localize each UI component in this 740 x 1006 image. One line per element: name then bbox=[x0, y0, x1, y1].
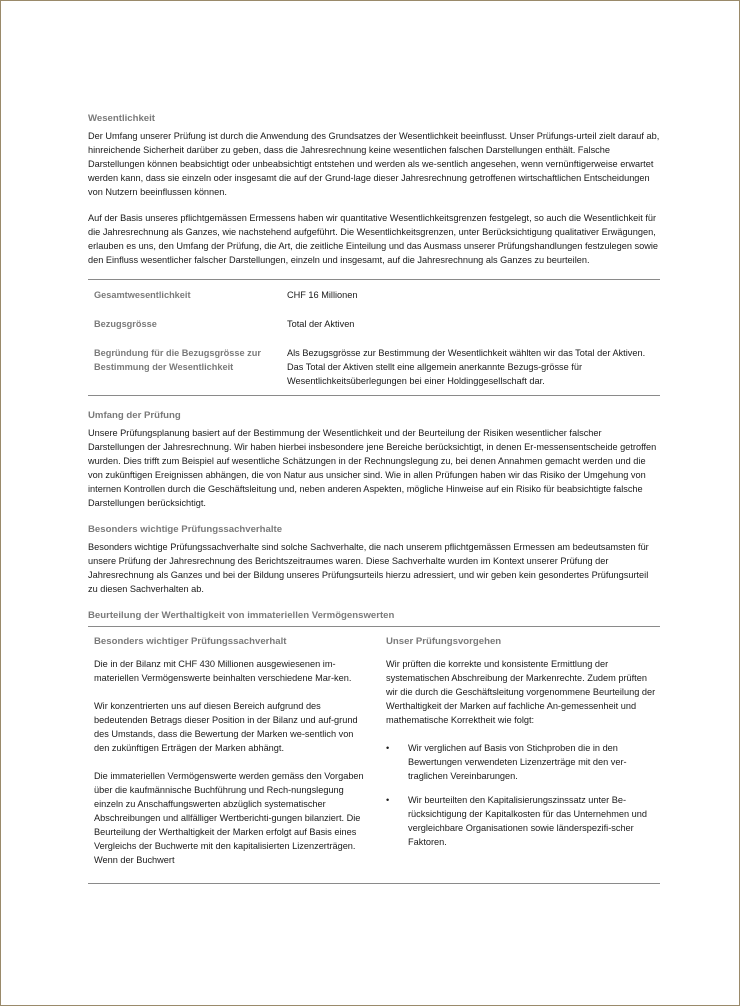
kam-intro-heading: Besonders wichtige Prüfungssachverhalte bbox=[88, 524, 283, 535]
scope-heading: Umfang der Prüfung bbox=[88, 410, 181, 421]
benchmark-value: Total der Aktiven bbox=[287, 319, 355, 329]
benchmark-rationale-label: Begründung für die Bezugsgrösse zur Bestimmung der Wesentlichkeit bbox=[94, 348, 261, 372]
kam-approach-header: Unser Prüfungsvorgehen bbox=[386, 636, 502, 647]
scope-paragraph: Unsere Prüfungsplanung basiert auf der Bestimmung der Wesentlichkeit und der Beurteilung der Risiken wesentlicher falscher Darstellungen der Jahresrechnung. Wir haben hierbei insbesondere jene Bereiche berücksichtigt, in denen Er-messensentscheide getroffen wurden. Dies trifft zum Beispiel auf wesentliche Schätzungen in der Rechnungslegung zu, bei denen Annahmen gemacht werden und die von zukünftigen Ereignissen abhängen, die von Natur aus unsicher sind. Wie in allen Prüfungen haben wir das Risiko der Umgehung von internen Kontrollen durch die Geschäftsleitung und, neben anderen Aspekten, mögliche Hinweise auf ein Risiko für beabsichtigte falsche Darstellungen berücksichtigt. bbox=[88, 428, 657, 508]
table-row bbox=[88, 302, 660, 331]
overall-materiality-label: Gesamtwesentlichkeit bbox=[94, 290, 191, 300]
kam-approach-column bbox=[379, 627, 660, 883]
table-row bbox=[88, 280, 660, 303]
kam-matter-column bbox=[88, 627, 379, 883]
kam-intro-paragraph: Besonders wichtige Prüfungssachverhalte sind solche Sachverhalte, die nach unserem pflichtgemässen Ermessen am bedeutsamsten für unsere Prüfung der Jahresrechnung des Berichtszeitraumes waren. Diese Sachverhalte wurden im Kontext unserer Prüfung der Jahresrechnung als Ganzes und bei der Bildung unseres Prüfungsurteils hierzu adressiert, und wir geben kein gesondertes Prüfungsurteil zu diesen Sachverhalten ab. bbox=[88, 542, 649, 594]
kam-matter-paragraph: Wir konzentrierten uns auf diesen Bereich aufgrund des bedeutenden Betrags dieser Position in der Bilanz und auf-grund des Umstands, dass die Bewertung der Marken we-sentlich von den zukünftigen Erträgen der Marken abhängt. bbox=[94, 701, 358, 753]
kam-matter-paragraph: Die in der Bilanz mit CHF 430 Millionen ausgewiesenen im-materiellen Vermögenswerte beinhalten verschiedene Mar-ken. bbox=[94, 659, 352, 683]
kam-matter-paragraph: Die immateriellen Vermögenswerte werden gemäss den Vorgaben über die kaufmännische Buchführung und Rech-nungslegung einzeln zu Anschaffungswerten abzüglich systematischer Abschreibungen und allfälliger Wertberichti-gungen bilanziert. Die Beurteilung der Werthaltigkeit der Marken erfolgt auf Basis eines Vergleichs der Buchwerte mit den kapitalisierten Lizenzerträgen. Wenn der Buchwert bbox=[94, 771, 364, 865]
materiality-heading: Wesentlichkeit bbox=[88, 113, 156, 124]
list-item-text: Wir verglichen auf Basis von Stichproben die in den Bewertungen verwendeten Lizenzerträge mit den ver-traglichen Vereinbarungen. bbox=[408, 743, 627, 781]
benchmark-rationale-value: Als Bezugsgrösse zur Bestimmung der Wesentlichkeit wählten wir das Total der Aktiven. Das Total der Aktiven stellt eine allgemein anerkannte Bezugs-grösse für Wesentlichkeitsüberlegungen bei einer Holdinggesellschaft dar. bbox=[287, 348, 646, 386]
overall-materiality-value: CHF 16 Millionen bbox=[287, 290, 358, 300]
bullet-icon: • bbox=[386, 795, 390, 805]
table-row bbox=[88, 331, 660, 396]
list-item bbox=[386, 741, 660, 783]
kam-approach-intro: Wir prüften die korrekte und konsistente Ermittlung der systematischen Abschreibung der Markenrechte. Zudem prüften wir die durch die Geschäftsleitung vorgenommene Beurteilung der Werthaltigkeit der Marken auf fachliche An-gemessenheit und mathematische Korrektheit wie folgt: bbox=[386, 659, 656, 725]
list-item bbox=[386, 793, 660, 849]
materiality-paragraph-2: Auf der Basis unseres pflichtgemässen Ermessens haben wir quantitative Wesentlichkeitsgrenzen festgelegt, so auch die Wesentlichkeit für die Jahresrechnung als Ganzes, wie nachstehend aufgeführt. Die Wesentlichkeitsgrenzen, unter Berücksichtigung qualitativer Erwägungen, erlauben es uns, den Umfang der Prüfung, die Art, die zeitliche Einteilung und das Ausmass unserer Prüfungshandlungen festzulegen sowie den Einfluss wesentlicher falscher Darstellungen, einzeln und insgesamt, auf die Jahresrechnung als Ganzes zu beurteilen. bbox=[88, 213, 658, 265]
kam-title: Beurteilung der Werthaltigkeit von immateriellen Vermögenswerten bbox=[88, 610, 395, 621]
kam-matter-header: Besonders wichtiger Prüfungssachverhalt bbox=[94, 636, 287, 647]
benchmark-label: Bezugsgrösse bbox=[94, 319, 157, 329]
report-content bbox=[88, 113, 660, 884]
list-item-text: Wir beurteilten den Kapitalisierungszinssatz unter Be-rücksichtigung der Kapitalkosten für das Unternehmen und vergleichbare Organisationen sowie länderspezifi-scher Faktoren. bbox=[408, 795, 648, 847]
bullet-icon: • bbox=[386, 743, 390, 753]
kam-approach-list bbox=[386, 741, 660, 849]
materiality-table bbox=[88, 279, 660, 396]
materiality-paragraph-1: Der Umfang unserer Prüfung ist durch die Anwendung des Grundsatzes der Wesentlichkeit beeinflusst. Unser Prüfungs-urteil zielt darauf ab, hinreichende Sicherheit darüber zu geben, dass die Jahresrechnung keine wesentlichen falschen Darstellungen enthält. Falsche Darstellungen können beabsichtigt oder unbeabsichtigt entstehen und werden als we-sentlich angesehen, wenn vernünftigerweise erwartet werden kann, dass sie einzeln oder insgesamt die auf der Grund-lage dieser Jahresrechnung getroffenen wirtschaftlichen Entscheidungen von Nutzern beeinflussen können. bbox=[88, 131, 660, 197]
kam-table bbox=[88, 626, 660, 884]
